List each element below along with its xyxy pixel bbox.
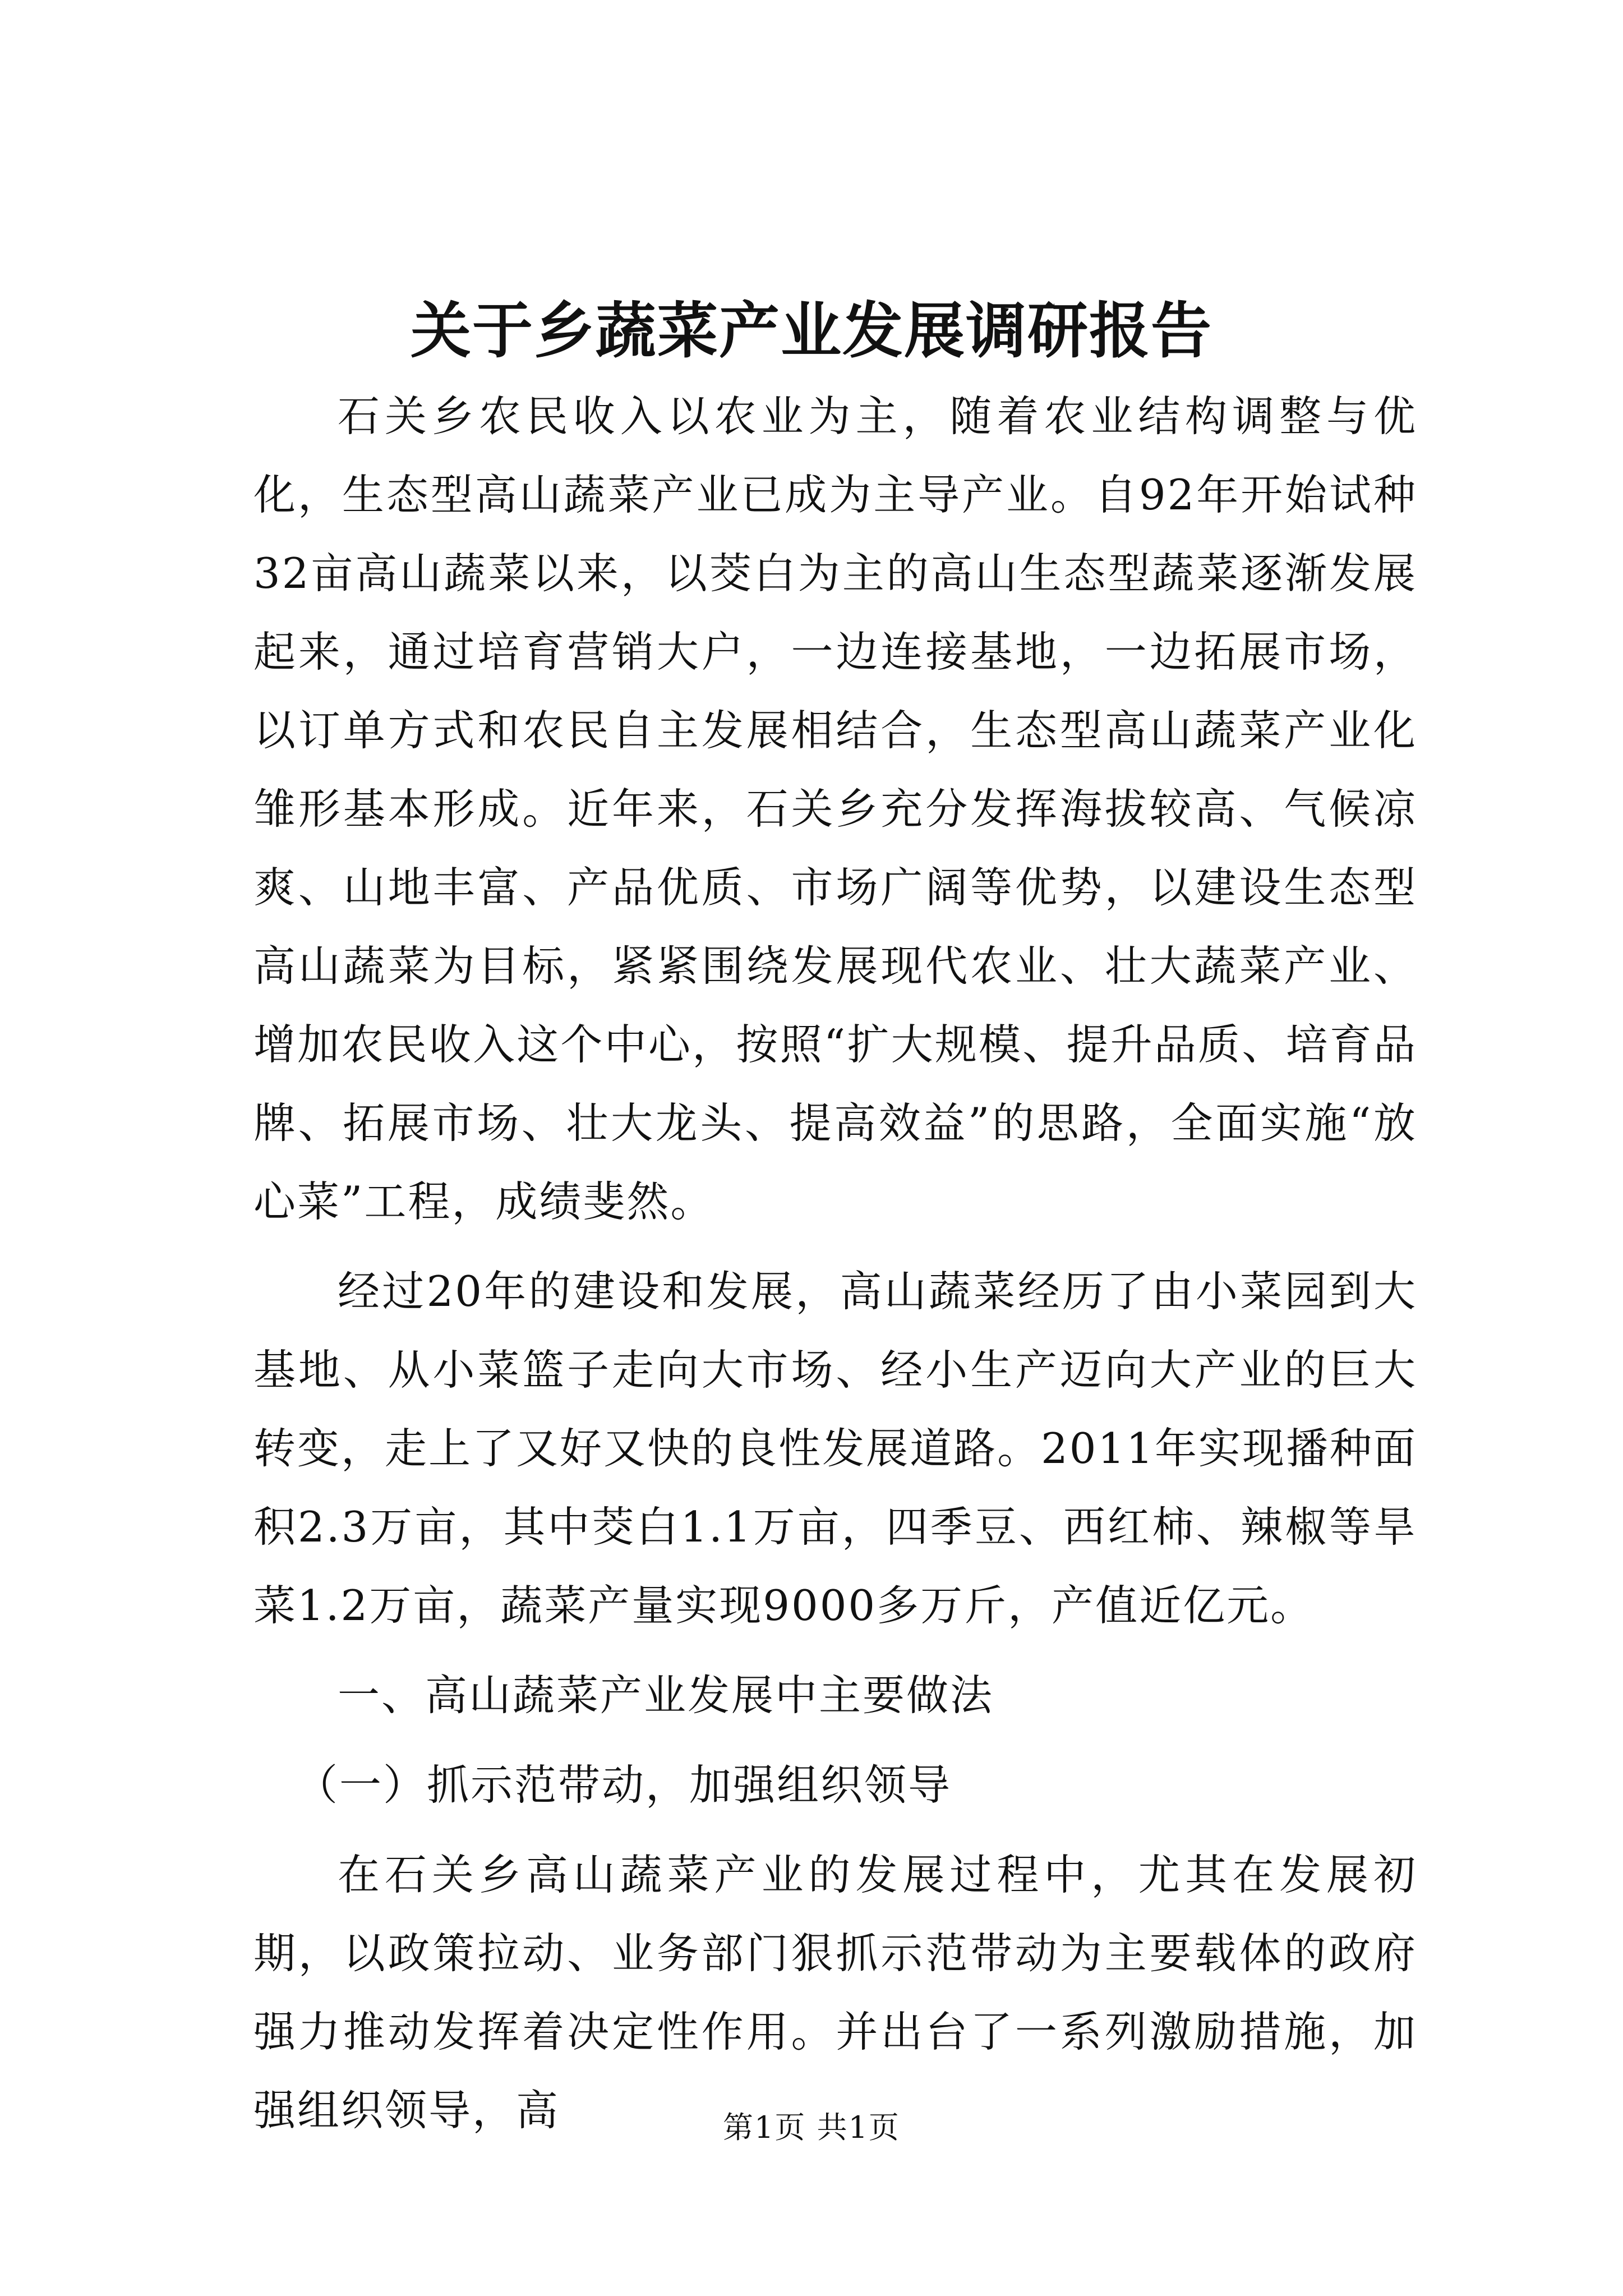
document-body	[253, 377, 1417, 2150]
paragraph-development: 经过20年的建设和发展，高山蔬菜经历了由小菜园到大基地、从小菜篮子走向大市场、经小生产迈向大产业的巨大转变，走上了又好又快的良性发展道路。2011年实现播种面积2.3万亩，其中茭白1.1万亩，四季豆、西红柿、辣椒等旱菜1.2万亩，蔬菜产量实现9000多万斤，产值近亿元。	[253, 1267, 1417, 1630]
page-footer: 第1页 共1页	[723, 2110, 900, 2145]
paragraph-intro: 石关乡农民收入以农业为主，随着农业结构调整与优化，生态型高山蔬菜产业已成为主导产业。自92年开始试种32亩高山蔬菜以来，以茭白为主的高山生态型蔬菜逐渐发展起来，通过培育营销大户，一边连接基地，一边拓展市场，以订单方式和农民自主发展相结合，生态型高山蔬菜产业化雏形基本形成。近年来，石关乡充分发挥海拔较高、气候凉爽、山地丰富、产品优质、市场广阔等优势，以建设生态型高山蔬菜为目标，紧紧围绕发展现代农业、壮大蔬菜产业、增加农民收入这个中心，按照“扩大规模、提升品质、培育品牌、拓展市场、壮大龙头、提高效益”的思路，全面实施“放心菜”工程，成绩斐然。	[253, 392, 1417, 1226]
section-heading: 一、高山蔬菜产业发展中主要做法	[338, 1671, 994, 1720]
paragraph-demonstration: 在石关乡高山蔬菜产业的发展过程中，尤其在发展初期，以政策拉动、业务部门狠抓示范带动为主要载体的政府强力推动发挥着决定性作用。并出台了一系列激励措施，加强组织领导，高	[253, 1850, 1417, 2135]
page-title: 关于乡蔬菜产业发展调研报告	[410, 296, 1212, 366]
subsection-heading: （一）抓示范带动，加强组织领导	[296, 1760, 952, 1810]
